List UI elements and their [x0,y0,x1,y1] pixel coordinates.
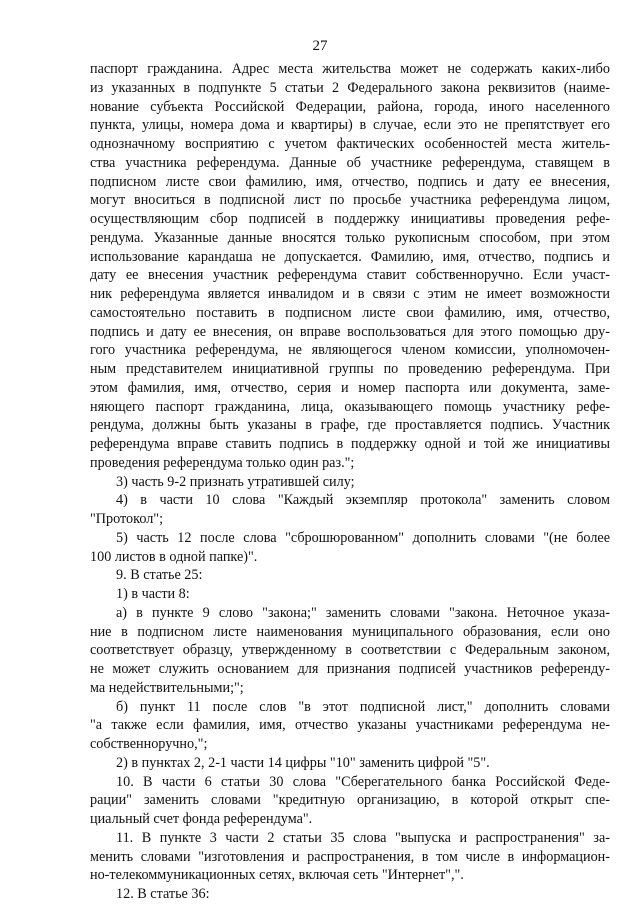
text-line: пункта, улицы, номера дома и квартиры) в случае, если это не препятствует его [90,117,610,134]
text-line: подписном листе свои фамилию, имя, отчество, подпись и дату ее внесения, [90,173,610,190]
text-line: этом фамилия, имя, отчество, серия и номер паспорта или документа, заме- [90,379,610,396]
text-line: 4) в части 10 слова "Каждый экземпляр протокола" заменить словом [116,492,610,509]
text-line: а) в пункте 9 слово "закона;" заменить словами "закона. Неточное указа- [116,604,610,621]
text-line: рации" заменить словами "кредитную организацию, в которой открыт спе- [90,792,610,809]
text-line: 100 листов в одной папке)". [90,548,258,565]
text-line: нование субъекта Российской Федерации, района, города, иного населенного [90,98,610,115]
text-line: дату ее внесения участник референдума ставит собственноручно. Если участ- [90,267,610,284]
text-line: ным представителем инициативной группы по проведению референдума. При [90,361,610,377]
text-line: 12. В статье 36: [116,886,210,902]
text-line: "а также если фамилия, имя, отчество указаны участниками референдума не- [90,717,610,734]
text-line: соответствует образцу, утвержденному в соответствии с Федеральным законом, [90,642,610,659]
text-line: но-телекоммуникационных сетях, включая сеть "Интернет",". [90,867,464,884]
page-number: 27 [312,38,328,54]
text-line: менить словами "изготовления и распространения, в том числе в информацион- [90,848,610,865]
text-line: гого участника референдума, не являющегося членом комиссии, уполномочен- [90,342,610,359]
text-line: не может служить основанием для признания подписей участников референду- [90,661,610,677]
document-body [90,60,610,904]
text-line: ства участника референдума. Данные об участнике референдума, ставящем в [90,154,610,171]
text-line: подпись и дату ее внесения, он вправе воспользоваться для этого помощью дру- [90,323,610,340]
text-line: 1) в части 8: [116,586,190,602]
text-line: ма недействительными;"; [90,679,244,696]
text-line: осуществляющим сбор подписей в поддержку инициативы проведения рефе- [90,211,610,227]
text-line: ние в подписном листе наименования муниципального образования, если оно [90,623,610,640]
text-line: циальный счет фонда референдума". [90,811,313,827]
text-line: рендума, должны быть указаны в графе, где проставляется подпись. Участник [90,417,610,434]
text-line: могут вноситься в подписной лист по просьбе участника референдума лицом, [90,192,610,209]
text-line: 10. В части 6 статьи 30 слова "Сберегательного банка Российской Феде- [116,773,610,790]
text-line: из указанных в подпункте 5 статьи 2 Федерального закона реквизитов (наиме- [90,79,610,96]
text-line: 5) часть 12 после слова "сброшюрованном" дополнить словами "(не более [116,529,610,546]
text-line: 11. В пункте 3 части 2 статьи 35 слова "выпуска и распространения" за- [116,829,610,846]
text-line: использование карандаша не допускается. Фамилию, имя, отчество, подпись и [90,248,610,265]
text-line: 3) часть 9-2 признать утратившей силу; [116,473,355,490]
text-line: "Протокол"; [90,511,164,527]
text-line: 9. В статье 25: [116,567,203,584]
text-line: б) пункт 11 после слов "в этот подписной лист," дополнить словами [116,698,610,715]
text-line: няющего паспорт гражданина, лица, оказывающего помощь участнику рефе- [90,398,610,415]
text-line: проведения референдума только один раз."; [90,454,355,471]
text-line: рендума. Указанные данные вносятся только рукописным способом, при этом [90,229,610,246]
text-line: паспорт гражданина. Адрес места жительства может не содержать каких-либо [90,61,610,77]
text-line: 2) в пунктах 2, 2-1 части 14 цифры "10" заменить цифрой "5". [116,754,490,771]
text-line: собственноручно,"; [90,736,208,752]
text-line: референдума вправе ставить подпись в поддержку одной и той же инициативы [90,436,610,452]
text-line: однозначному восприятию с учетом фактических особенностей места житель- [90,136,610,152]
text-line: самостоятельно поставить в подписном листе свои фамилию, имя, отчество, [90,304,610,321]
text-line: ник референдума является инвалидом и в связи с этим не имеет возможности [90,286,610,302]
